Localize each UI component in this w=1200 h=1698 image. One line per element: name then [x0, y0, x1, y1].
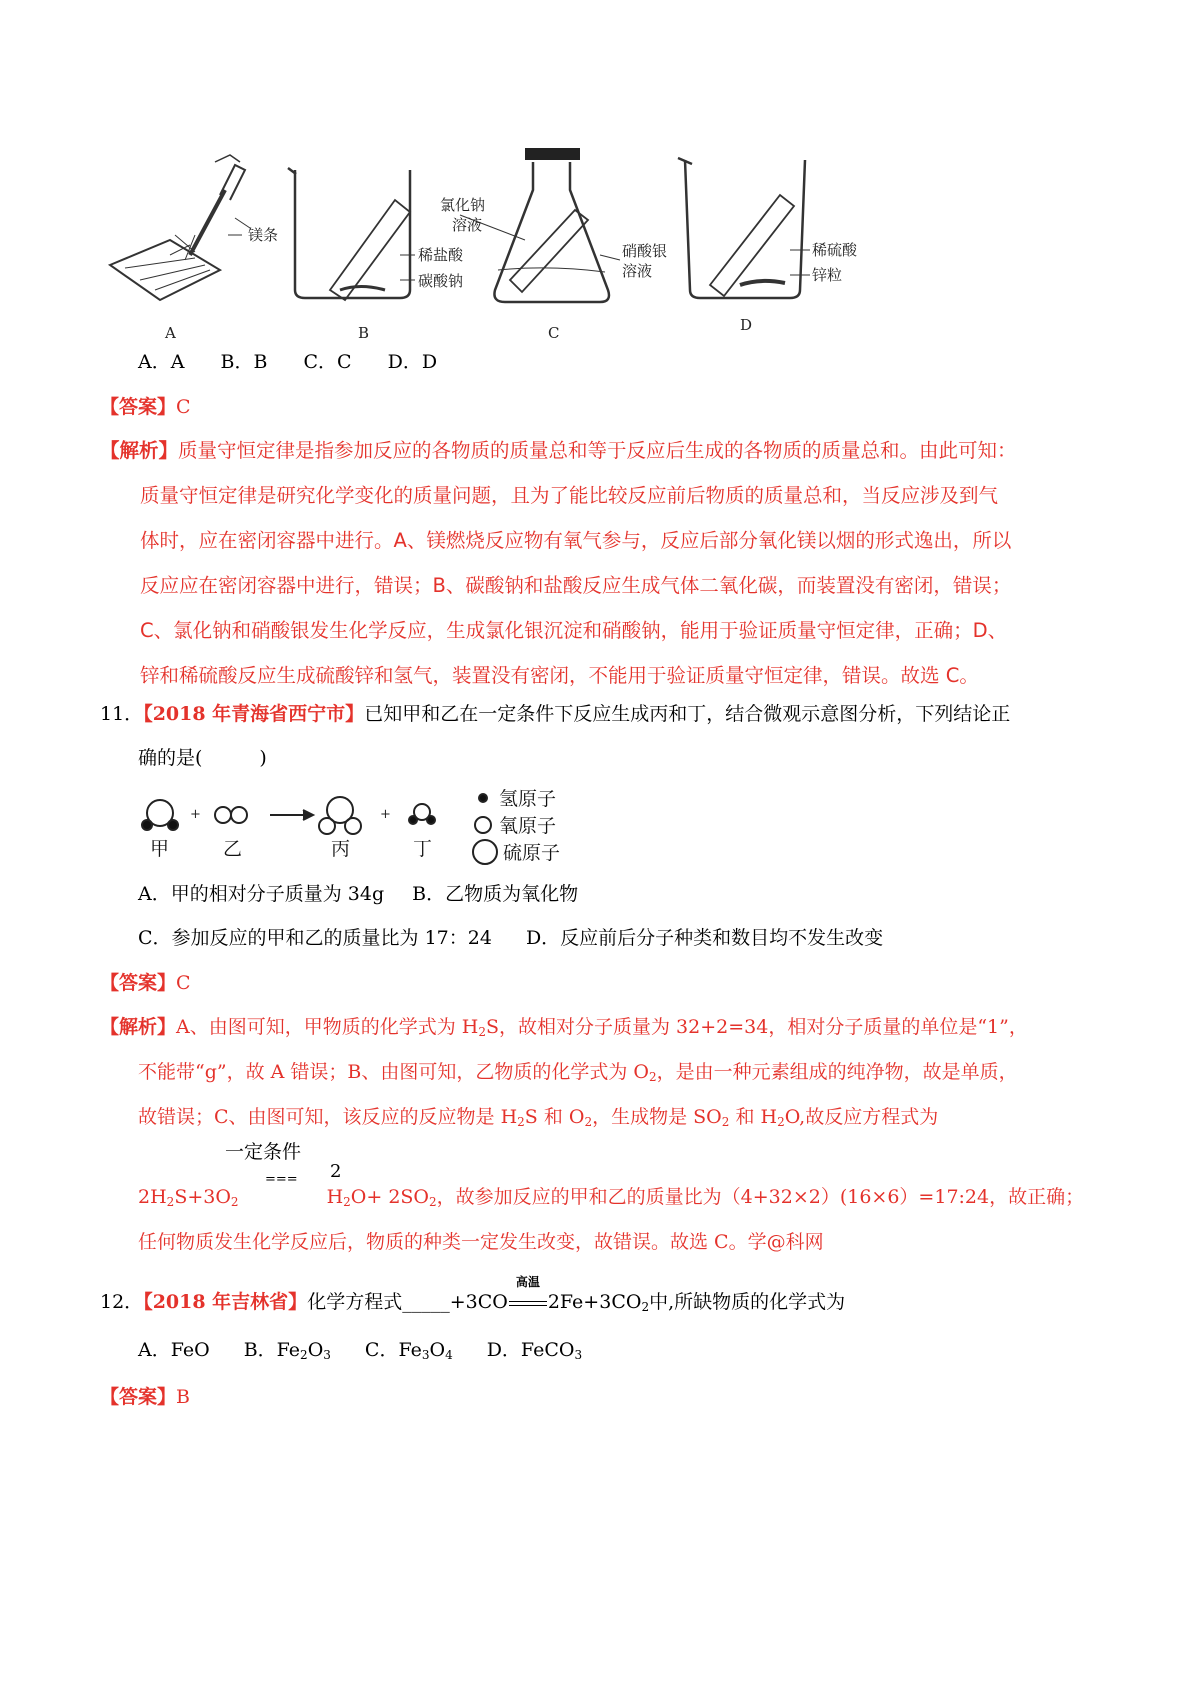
- label-ding: 丁: [413, 838, 433, 860]
- q12-option-b[interactable]: B．$Fe_2O_3$: [243, 1339, 331, 1362]
- label-d-top: 稀硫酸: [812, 241, 858, 259]
- label-jia: 甲: [150, 838, 170, 860]
- equation-text: ，故参加反应的甲和乙的质量比为（4+32×2）(16×6）=17:24，故正确；: [436, 1186, 1085, 1208]
- answer-tag: 【答案】: [100, 1386, 177, 1408]
- question-stem: 2Fe+3CO: [547, 1291, 642, 1313]
- q11-analysis-line-1: [100, 1015, 1028, 1039]
- question-source: 【2018 年吉林省】: [143, 1291, 308, 1313]
- legend-sulfur: 硫原子: [503, 842, 561, 864]
- equation-text: O+ 2SO: [350, 1186, 429, 1208]
- analysis-text: ，是由一种元素组成的纯净物，故是单质，: [656, 1061, 1018, 1083]
- label-b-top: 稀盐酸: [418, 246, 464, 264]
- equation-text: H: [326, 1186, 344, 1208]
- label-c-right-1: 硝酸银: [622, 242, 668, 260]
- q11-options-row-1: [138, 882, 578, 906]
- plus-sign: +: [190, 807, 201, 822]
- q11-analysis-line-2: [138, 1060, 1018, 1084]
- figure-label-b: B: [358, 324, 370, 340]
- q10-options: [138, 350, 437, 374]
- equation-text: 2H: [138, 1186, 167, 1208]
- label-bing: 丙: [331, 838, 351, 860]
- question-stem: 已知甲和乙在一定条件下反应生成丙和丁，结合微观示意图分析，下列结论正: [364, 703, 1011, 725]
- answer-tag: 【答案】: [100, 396, 177, 418]
- subscript: 2: [478, 1025, 486, 1039]
- label-b-bottom: 碳酸钠: [418, 272, 464, 290]
- q10-apparatus-figure: [100, 140, 960, 340]
- figure-label-d: D: [740, 316, 753, 334]
- figure-d-beaker-open: [678, 158, 805, 298]
- equation-text: S+3O: [174, 1186, 231, 1208]
- label-c-left-1: 氯化钠: [440, 196, 486, 214]
- equation-condition: 一定条件: [225, 1141, 302, 1163]
- condition-subscript: 2: [330, 1161, 342, 1182]
- figure-label-c: C: [548, 324, 560, 340]
- plus-sign: +: [380, 807, 391, 822]
- equation-equals: ===: [265, 1172, 298, 1187]
- label-c-right-2: 溶液: [622, 262, 653, 280]
- question-stem: 中,所缺物质的化学式为: [649, 1291, 846, 1313]
- answer-value: B: [176, 1386, 190, 1408]
- legend-hydrogen: 氢原子: [499, 788, 557, 810]
- equals-bar: [509, 1301, 547, 1306]
- q10-option-c[interactable]: C．C: [303, 351, 352, 373]
- q11-option-a[interactable]: A．甲的相对分子质量为 34g: [138, 883, 385, 905]
- q12-option-d[interactable]: D．FeCO$_3$: [486, 1339, 583, 1362]
- question-number: 12．: [100, 1291, 144, 1313]
- figure-a-burning-magnesium: [110, 155, 250, 300]
- q10-answer: [100, 395, 191, 419]
- label-c-left-2: 溶液: [452, 216, 483, 234]
- q11-stem-2: 确的是( ): [138, 747, 267, 769]
- answer-tag: 【答案】: [100, 972, 177, 994]
- subscript: 2: [517, 1115, 525, 1129]
- analysis-line: 锌和稀硫酸反应生成硫酸锌和氢气，装置没有密闭，不能用于验证质量守恒定律，错误。故选 C。: [140, 664, 979, 687]
- q11-answer: [100, 971, 191, 995]
- blank: _____: [402, 1291, 450, 1313]
- reaction-condition: 高温: [515, 1275, 540, 1289]
- question-number: 11．: [100, 703, 144, 725]
- subscript: 2: [166, 1195, 175, 1209]
- analysis-text: ，生成物是 SO: [592, 1106, 722, 1128]
- subscript: 2: [721, 1115, 730, 1129]
- analysis-tag: 【解析】: [100, 1016, 177, 1038]
- analysis-line: 体时，应在密闭容器中进行。A、镁燃烧反应物有氧气参与，反应后部分氧化镁以烟的形式逸出，所以: [140, 529, 1012, 552]
- q11-stem: [100, 702, 1010, 726]
- q11-analysis-line-3: [138, 1105, 938, 1129]
- analysis-line: 质量守恒定律是研究化学变化的质量问题，且为了能比较反应前后物质的质量总和，当反应涉及到气: [140, 484, 999, 507]
- analysis-line: C、氯化钠和硝酸银发生化学反应，生成氯化银沉淀和硝酸钠，能用于验证质量守恒定律，正确；D、: [140, 619, 1008, 642]
- q10-option-a[interactable]: A．A: [138, 351, 185, 373]
- q12-stem: [100, 1275, 846, 1314]
- q11-analysis-line-5: 任何物质发生化学反应后，物质的种类一定发生改变，故错误。故选 C。学@科网: [138, 1231, 824, 1253]
- subscript: 2: [648, 1070, 657, 1084]
- q12-options: [138, 1338, 582, 1362]
- figure-b-beaker-open: [288, 168, 410, 300]
- figure-label-a: A: [165, 324, 176, 340]
- analysis-text: 不能带“g”，故 A 错误；B、由图可知，乙物质的化学式为 O: [138, 1061, 649, 1083]
- reaction-arrow: [508, 1275, 548, 1314]
- q11-option-c[interactable]: C．参加反应的甲和乙的质量比为 17：24: [138, 927, 492, 949]
- analysis-line: 质量守恒定律是指参加反应的各物质的质量总和等于反应后生成的各物质的质量总和。由此可知：: [178, 439, 1017, 462]
- label-d-bottom: 锌粒: [812, 266, 843, 284]
- analysis-tag: 【解析】: [100, 439, 179, 462]
- subscript: 2: [777, 1115, 785, 1129]
- q12-answer: [100, 1385, 190, 1409]
- label-mg-strip: 镁条: [248, 226, 279, 244]
- analysis-text: O,故反应方程式为: [784, 1106, 939, 1128]
- q11-molecule-diagram: [135, 780, 615, 870]
- analysis-text: 故错误；C、由图可知，该反应的反应物是 H: [138, 1106, 518, 1128]
- subscript: 2: [584, 1115, 593, 1129]
- q12-option-c[interactable]: C．$Fe_3O_4$: [364, 1339, 453, 1362]
- analysis-text: S，故相对分子质量为 32+2=34，相对分子质量的单位是“1”，: [486, 1016, 1028, 1038]
- subscript: 2: [641, 1300, 650, 1314]
- analysis-text: A、由图可知，甲物质的化学式为 H: [176, 1016, 479, 1038]
- q10-analysis: [100, 428, 1017, 698]
- label-yi: 乙: [223, 838, 243, 860]
- legend-oxygen: 氧原子: [499, 815, 557, 837]
- q11-option-b[interactable]: B．乙物质为氧化物: [412, 883, 579, 905]
- analysis-text: 和 H: [729, 1106, 778, 1128]
- q11-options-row-2: [138, 926, 883, 950]
- analysis-line: 反应应在密闭容器中进行，错误；B、碳酸钠和盐酸反应生成气体二氧化碳，而装置没有密闭，错误；: [140, 574, 1012, 597]
- question-source: 【2018 年青海省西宁市】: [143, 703, 365, 725]
- question-stem: 化学方程式: [307, 1291, 403, 1313]
- answer-value: C: [176, 972, 191, 994]
- q11-option-d[interactable]: D．反应前后分子种类和数目均不发生改变: [525, 927, 884, 949]
- subscript: 2: [343, 1195, 351, 1209]
- subscript: 2: [230, 1195, 239, 1209]
- subscript: 2: [429, 1195, 437, 1209]
- q11-analysis-line-4: [138, 1185, 1084, 1209]
- question-stem: +3CO: [449, 1291, 508, 1313]
- analysis-text: S 和 O: [524, 1106, 585, 1128]
- figure-c-sealed-flask: [494, 148, 609, 302]
- q12-option-a[interactable]: A．FeO: [138, 1339, 210, 1361]
- q10-option-d[interactable]: D．D: [387, 351, 438, 373]
- q10-option-b[interactable]: B．B: [220, 351, 268, 373]
- answer-value: C: [176, 396, 191, 418]
